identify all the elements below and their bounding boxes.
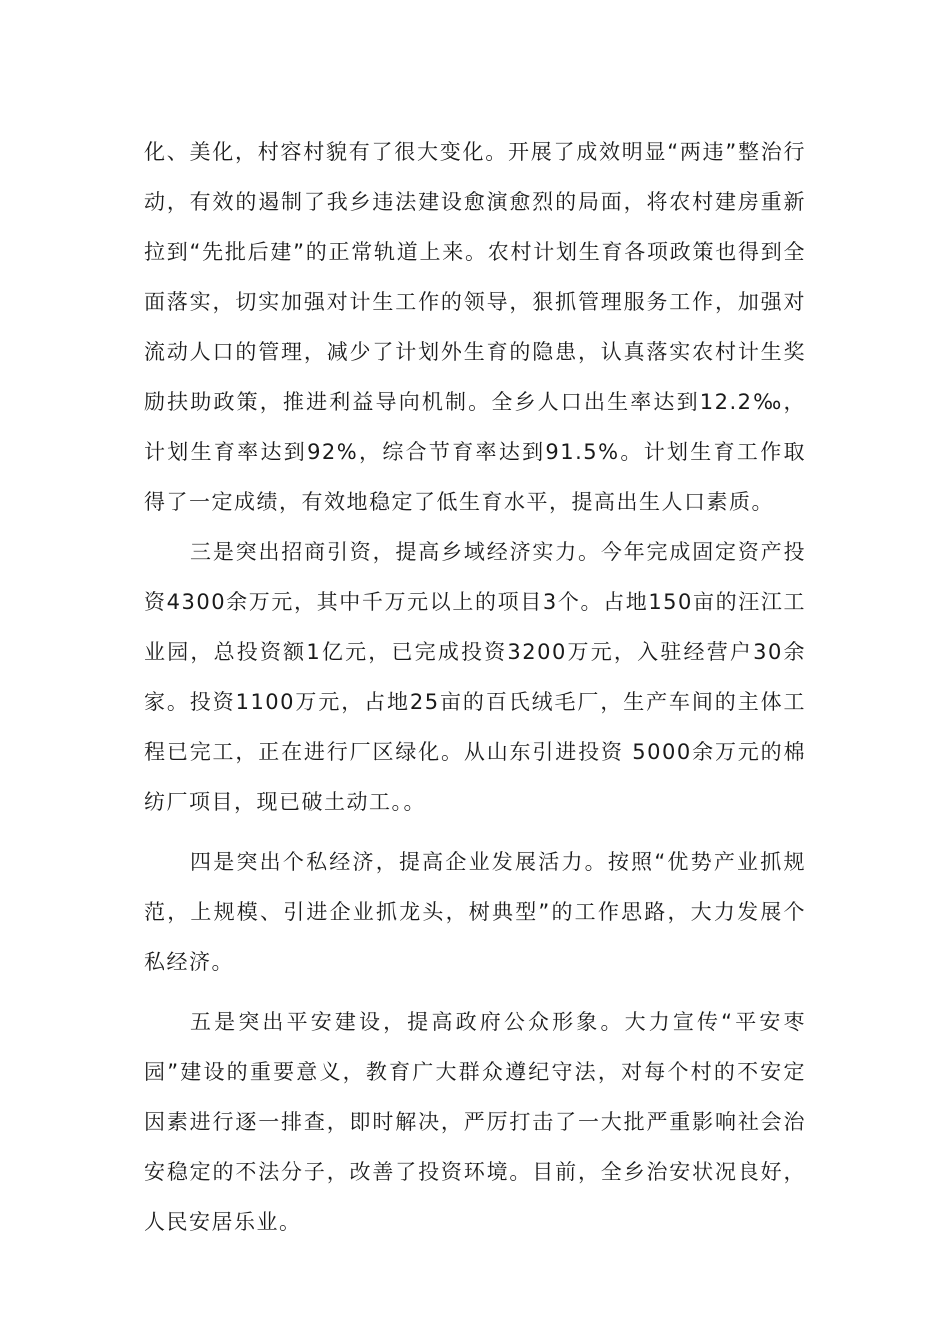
paragraph-private-economy: 四是突出个私经济，提高企业发展活力。按照“优势产业抓规范，上规模、引进企业抓龙头，树典型”的工作思路，大力发展个私经济。	[144, 850, 806, 974]
paragraph-village-and-family-planning: 化、美化，村容村貌有了很大变化。开展了成效明显“两违”整治行动，有效的遏制了我乡违法建设愈演愈烈的局面，将农村建房重新拉到“先批后建”的正常轨道上来。农村计划生育各项政策也得到全面落实，切实加强对计生工作的领导，狠抓管理服务工作，加强对流动人口的管理，减少了计划外生育的隐患，认真落实农村计生奖励扶助政策，推进利益导向机制。全乡人口出生率达到12.2‰，计划生育率达到92%，综合节育率达到91.5%。计划生育工作取得了一定成绩，有效地稳定了低生育水平，提高出生人口素质。	[144, 140, 806, 514]
paragraph-public-safety: 五是突出平安建设，提高政府公众形象。大力宣传“平安枣园”建设的重要意义，教育广大群众遵纪守法，对每个村的不安定因素进行逐一排查，即时解决，严厉打击了一大批严重影响社会治安稳定的不法分子，改善了投资环境。目前，全乡治安状况良好，人民安居乐业。	[144, 1010, 806, 1234]
paragraph-investment-attraction: 三是突出招商引资，提高乡域经济实力。今年完成固定资产投资4300余万元，其中千万元以上的项目3个。占地150亩的汪江工业园，总投资额1亿元，已完成投资3200万元，入驻经营户30余家。投资1100万元，占地25亩的百氏绒毛厂，生产车间的主体工程已完工，正在进行厂区绿化。从山东引进投资 5000余万元的棉纺厂项目，现已破土动工。。	[144, 540, 806, 814]
document-body	[144, 127, 806, 1247]
